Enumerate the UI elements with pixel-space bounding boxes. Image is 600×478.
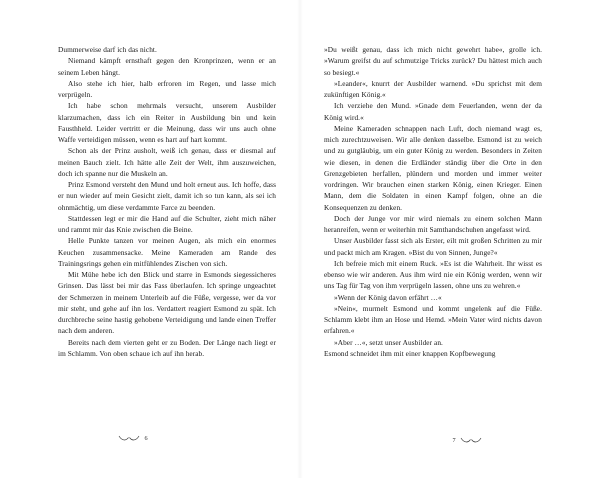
page-folio-left [0,434,300,444]
paragraph: Ich verziehe den Mund. »Gnade dem Feuerlanden, wenn der da König wird.« [324,101,542,122]
ornament-icon [118,434,140,442]
page-number: 6 [144,434,148,442]
page-number: 7 [452,436,456,444]
paragraph: Ich habe schon mehrmals versucht, unserem Ausbilder klarzumachen, dass ich ein Reiter in Ausbildung bin und kein Fausthheld. Leider vertritt er die Meinung, dass wir uns auch ohne Waffe verteidigen müssen, wenn es hart auf hart kommt. [58,101,276,144]
paragraph: Doch der Junge vor mir wird niemals zu einem solchen Mann heranreifen, wenn er weiterhin mit Samthandschuhen angefasst wird. [324,213,542,234]
paragraph: »Leander«, knurrt der Ausbilder warnend. »Du sprichst mit dem zukünftigen König.« [324,78,542,99]
page-left-text [58,44,276,359]
page-folio-right [300,436,600,444]
ornament-icon [460,436,482,444]
paragraph: Also stehe ich hier, halb erfroren im Regen, und lasse mich verprügeln. [58,78,276,99]
paragraph: Niemand kämpft ernsthaft gegen den Kronprinzen, wenn er an seinem Leben hängt. [58,56,276,77]
paragraph: Ich befreie mich mit einem Ruck. »Es ist die Wahrheit. Ihr wisst es ebenso wie wir anderen. Aus ihm wird nie ein König werden, wenn wir uns Tag für Tag von ihm verprügeln lassen, ohne uns zu wehren.« [324,258,542,291]
paragraph: Prinz Esmond versteht den Mund und holt erneut aus. Ich hoffe, dass er nun wieder auf mein Gesicht zielt, damit ich so tun kann, als sei ich ohnmächtig, um diese verdammte Farce zu beenden. [58,180,276,212]
paragraph: Bereits nach dem vierten geht er zu Boden. Der Länge nach liegt er im Schlamm. Von oben schaue ich auf ihn herab. [58,337,276,358]
paragraph: Esmond schneidet ihm mit einer knappen Kopfbewegung [324,348,496,358]
paragraph: Meine Kameraden schnappen nach Luft, doch niemand wagt es, mich zurechtzuweisen. Wir alle denken dasselbe. Esmond ist zu weich und zu gutgläubig, um ein guter König zu werden. Besonders in Zeiten wie diesen, in denen die Erdländer ständig über die Orte in den Grenzgebieten herfallen, plündern und morden und immer weiter vordringen. Wir brauchen einen starken König, einen Krieger. Einen Mann, dem die Soldaten in einen Kampf folgen, ohne an die Konsequenzen zu denken. [324,123,542,212]
paragraph: »Nein«, murmelt Esmond und kommt ungelenk auf die Füße. Schlamm klebt ihm an Hose und Hemd. »Mein Vater wird nichts davon erfahren.« [324,303,542,336]
paragraph: Mit Mühe hebe ich den Blick und starre in Esmonds siegessicheres Grinsen. Das lässt bei mir das Fass überlaufen. Ich springe ungeachtet der Schmerzen in meinem Unterleib auf die Füße, vergesse, wer da vor mir steht, und gehe auf ihn los. Verdattert reagiert Esmond zu spät. Ich durchbreche seine hastig gehobene Verteidigung und lande einen Treffer nach dem anderen. [58,270,276,336]
paragraph: Stattdessen legt er mir die Hand auf die Schulter, zieht mich näher und rammt mir das Knie zwischen die Beine. [58,213,276,234]
paragraph: Schon als der Prinz ausholt, weiß ich genau, dass er diesmal auf meinen Bauch zielt. Ich hätte alle Zeit der Welt, ihm auszuweichen, doch ich spanne nur die Muskeln an. [58,146,276,178]
paragraph: »Wenn der König davon erfährt …« [334,292,442,302]
paragraph: »Du weißt genau, dass ich mich nicht gewehrt habe«, grolle ich. »Warum greifst du auf schmutzige Tricks zurück? Du hättest mich auch so besiegt.« [324,45,542,77]
paragraph: »Aber …«, setzt unser Ausbilder an. [334,337,443,347]
page-right-text [324,44,542,359]
paragraph: Helle Punkte tanzen vor meinen Augen, als mich ein enormes Keuchen zusammensacke. Meine Kameraden am Rande des Trainingsrings gehen ein mitfühlendes Zischen von sich. [58,236,276,268]
paragraph: Dummerweise darf ich das nicht. [58,45,157,54]
paragraph: Unser Ausbilder fasst sich als Erster, eilt mit großen Schritten zu mir und packt mich am Kragen. »Bist du von Sinnen, Junge?« [324,236,542,257]
page-right [300,0,600,478]
